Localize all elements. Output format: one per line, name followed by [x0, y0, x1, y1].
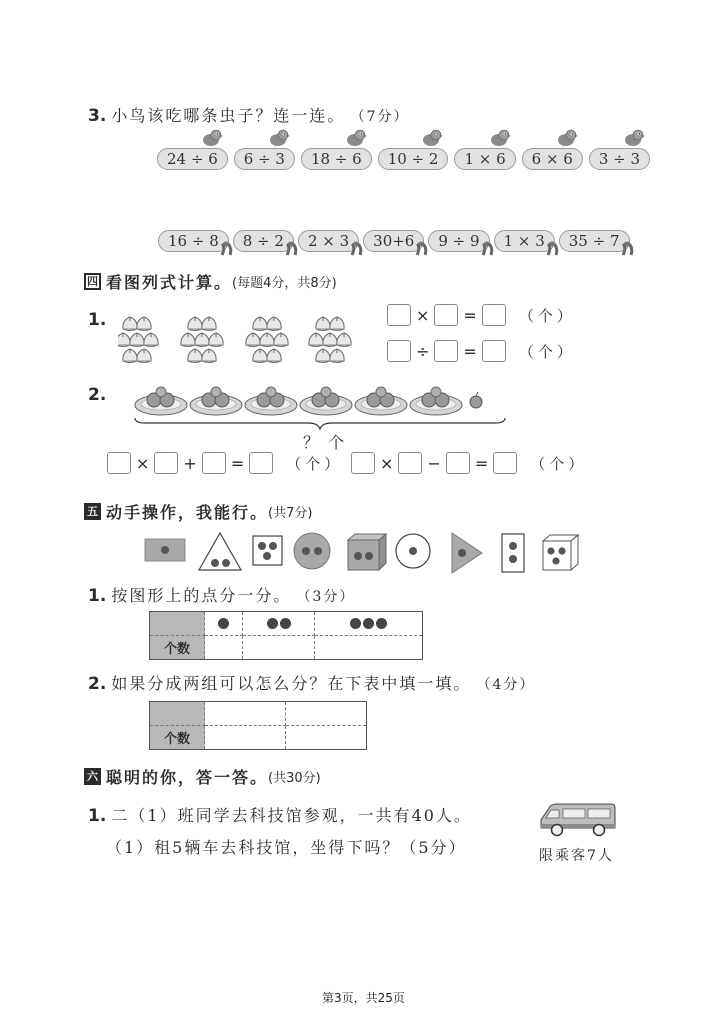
count-input-cell[interactable]	[286, 726, 367, 750]
section-title-text: 聪明的你，答一答。	[106, 768, 269, 787]
count-input-cell[interactable]	[205, 726, 286, 750]
operator: ×	[380, 453, 394, 473]
s6-q1-subquestion: （1）租5辆车去科技馆，坐得下吗？（5分）	[106, 838, 467, 857]
section-title-text: 动手操作，我能行。	[106, 503, 269, 522]
answer-box[interactable]	[482, 304, 506, 326]
q3-heading	[88, 103, 409, 126]
bird-icon	[421, 129, 443, 147]
bird-icon	[623, 129, 645, 147]
worm-icon	[285, 241, 299, 257]
bird-expression: 3 ÷ 3	[598, 150, 641, 168]
s6-q1-heading	[88, 803, 472, 826]
section6-title	[84, 765, 321, 788]
bird-expression: 6 ÷ 3	[243, 150, 285, 168]
s6-q1-text: 二（1）班同学去科技馆参观，一共有40人。	[111, 806, 472, 825]
s5-q2-heading	[88, 671, 535, 694]
dotted-shapes-image	[140, 530, 590, 575]
operator: +	[183, 453, 197, 473]
worm-row	[158, 230, 630, 252]
group-input-cell[interactable]	[205, 702, 286, 726]
answer-box[interactable]	[154, 452, 178, 474]
worm-card[interactable]	[428, 230, 489, 252]
table-corner	[150, 612, 205, 636]
s5-q1-text: 按图形上的点分一分。	[111, 586, 292, 605]
van-image	[537, 800, 619, 838]
s4-q2-number: 2.	[88, 385, 107, 405]
bird-expression: 18 ÷ 6	[310, 150, 362, 168]
s5-q2-table	[149, 701, 367, 750]
answer-box[interactable]	[249, 452, 273, 474]
bird-card[interactable]	[522, 148, 583, 170]
operator: −	[427, 453, 441, 473]
s5-q1-score: （3分）	[296, 589, 356, 605]
unit-label: （个）	[286, 454, 344, 473]
bird-expression: 24 ÷ 6	[167, 150, 218, 168]
operator: ×	[136, 453, 150, 473]
bird-icon	[489, 129, 511, 147]
section-title-text: 看图列式计算。	[106, 273, 233, 292]
s5-q2-score: （4分）	[476, 677, 536, 693]
section4-title	[84, 270, 337, 293]
q3-text: 小鸟该吃哪条虫子？连一连。	[111, 106, 346, 125]
s5-q1-heading	[88, 583, 355, 606]
answer-box[interactable]	[351, 452, 375, 474]
apple-plates-image	[130, 382, 510, 432]
worm-expression: 30+6	[373, 232, 415, 250]
answer-box[interactable]	[387, 340, 411, 362]
s5-q2-number: 2.	[88, 674, 107, 694]
worm-icon	[415, 241, 429, 257]
bird-icon	[201, 129, 223, 147]
operator: ×	[416, 305, 430, 325]
bird-icon	[556, 129, 578, 147]
equals-sign: =	[230, 453, 245, 473]
dots-1-cell	[205, 612, 243, 636]
worm-icon	[350, 241, 364, 257]
worm-icon	[481, 241, 495, 257]
bird-expression: 10 ÷ 2	[387, 150, 439, 168]
worm-card[interactable]	[233, 230, 294, 252]
bird-card[interactable]	[589, 148, 650, 170]
answer-box[interactable]	[398, 452, 422, 474]
section-score: (共30分)	[268, 771, 321, 786]
section-score: (共7分)	[268, 506, 313, 521]
s5-q1-number: 1.	[88, 586, 107, 606]
section-badge: 五	[84, 503, 101, 520]
worm-card[interactable]	[559, 230, 630, 252]
s4-q1-equation-1	[387, 304, 576, 326]
answer-box[interactable]	[493, 452, 517, 474]
worm-expression: 35 ÷ 7	[568, 232, 620, 250]
bird-row	[157, 148, 650, 170]
s6-q1-number: 1.	[88, 806, 107, 826]
brace-label: ？ 个	[303, 433, 347, 452]
worm-expression: 16 ÷ 8	[168, 232, 219, 250]
answer-box[interactable]	[202, 452, 226, 474]
worm-icon	[621, 241, 635, 257]
s5-q1-table	[149, 611, 423, 660]
worm-expression: 2 × 3	[307, 232, 350, 250]
unit-label: （个）	[530, 454, 588, 473]
section-badge: 六	[84, 768, 101, 785]
bird-icon	[268, 129, 290, 147]
s4-q1-equation-2	[387, 340, 576, 362]
row-label: 个数	[150, 726, 205, 750]
bird-icon	[345, 129, 367, 147]
s5-q2-text: 如果分成两组可以怎么分？在下表中填一填。	[111, 674, 472, 693]
dots-2-cell	[242, 612, 315, 636]
count-input-cell[interactable]	[242, 636, 315, 660]
equals-sign: =	[474, 453, 489, 473]
bird-card[interactable]	[157, 148, 228, 170]
answer-box[interactable]	[434, 340, 458, 362]
bird-expression: 6 × 6	[531, 150, 573, 168]
worm-card[interactable]	[363, 230, 424, 252]
operator: ÷	[416, 341, 430, 361]
worm-expression: 1 × 3	[503, 232, 545, 250]
s4-q2-equation-2	[351, 452, 587, 474]
unit-label: （个）	[518, 342, 576, 361]
section-score: (每题4分，共8分)	[232, 276, 337, 291]
worm-icon	[220, 241, 234, 257]
worm-expression: 8 ÷ 2	[242, 232, 284, 250]
worm-card[interactable]	[298, 230, 359, 252]
peach-groups-image	[118, 312, 378, 368]
bird-card[interactable]	[301, 148, 372, 170]
equals-sign: =	[463, 341, 477, 361]
section5-title	[84, 500, 312, 523]
count-input-cell[interactable]	[205, 636, 243, 660]
s4-q1-number: 1.	[88, 310, 107, 330]
page-number: 第3页，共25页	[322, 991, 405, 1005]
row-label: 个数	[150, 636, 205, 660]
answer-box[interactable]	[446, 452, 470, 474]
q3-number: 3.	[88, 106, 107, 126]
q3-score: （7分）	[350, 109, 410, 125]
bird-card[interactable]	[454, 148, 515, 170]
group-input-cell[interactable]	[286, 702, 367, 726]
bird-card[interactable]	[378, 148, 449, 170]
van-caption: 限乘客7人	[539, 848, 614, 864]
bird-expression: 1 × 6	[464, 150, 506, 168]
answer-box[interactable]	[107, 452, 131, 474]
bird-card[interactable]	[234, 148, 295, 170]
answer-box[interactable]	[482, 340, 506, 362]
s4-q2-equation-1	[107, 452, 343, 474]
section-badge: 四	[84, 273, 101, 290]
worm-card[interactable]	[494, 230, 555, 252]
worm-expression: 9 ÷ 9	[438, 232, 480, 250]
unit-label: （个）	[518, 306, 576, 325]
worm-card[interactable]	[158, 230, 229, 252]
equals-sign: =	[463, 305, 477, 325]
dots-3-cell	[315, 612, 423, 636]
worm-icon	[546, 241, 560, 257]
table-corner	[150, 702, 205, 726]
answer-box[interactable]	[434, 304, 458, 326]
answer-box[interactable]	[387, 304, 411, 326]
count-input-cell[interactable]	[315, 636, 423, 660]
